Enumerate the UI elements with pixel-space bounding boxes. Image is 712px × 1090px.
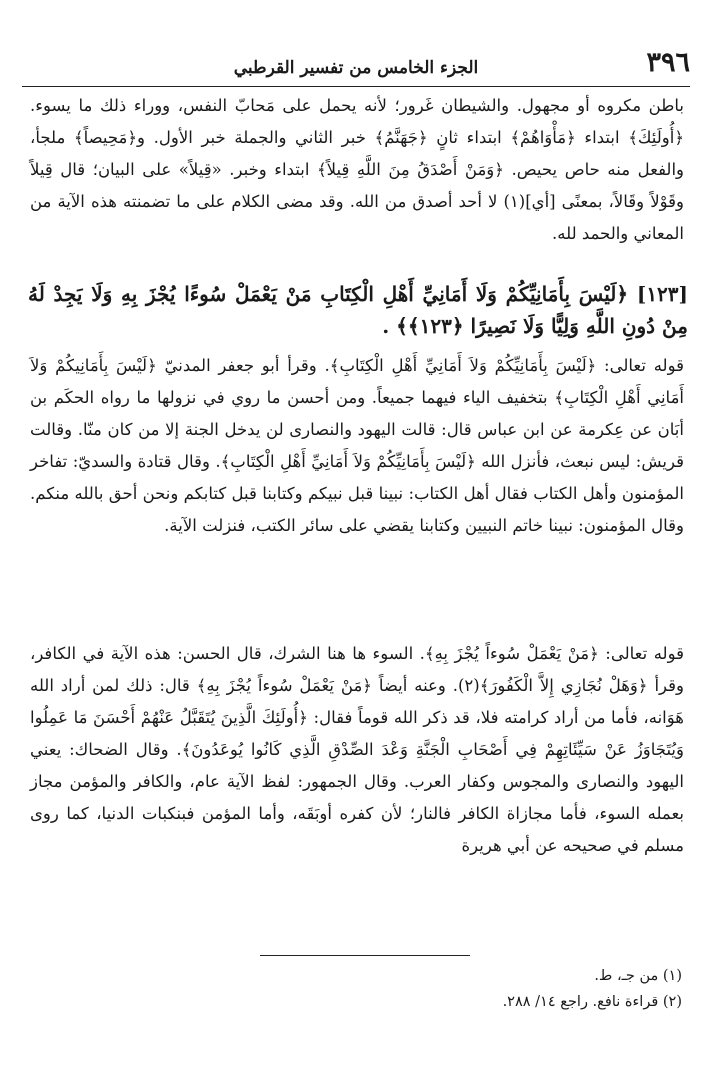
paragraph-1: باطن مكروه أو مجهول. والشيطان غَرور؛ لأنه يحمل على مَحابّ النفس، ووراء ذلك ما يسوء. ﴿أُولَئِكَ﴾ ابتداء ﴿مَأْوَاهُمْ﴾ ابتداء ثانٍ ﴿جَهَنَّمُ﴾ خبر الثاني والجملة خبر الأول. و﴿مَحِيصاً﴾ ملجأ، والفعل منه حاص يحيص. ﴿وَمَنْ أَصْدَقُ مِنَ اللَّهِ قِيلاً﴾ ابتداء وخبر. «قِيلاً» على البيان؛ قال قِيلاً وقَوْلاً وقَالاً، بمعنًى [أي](١) لا أحد أصدق من الله. وقد مضى الكلام على ما تضمنته هذه الآية من المعاني والحمد لله. bbox=[30, 96, 684, 243]
footnote-1: (١) من جـ، ط. bbox=[594, 968, 682, 984]
page-number: ٣٩٦ bbox=[646, 47, 690, 78]
paragraph-3: قوله تعالى: ﴿مَنْ يَعْمَلْ سُوءاً يُجْزَ بِهِ﴾. السوء ها هنا الشرك، قال الحسن: هذه الآية في الكافر، وقرأ ﴿وَهَلْ نُجَازِي إِلاَّ الْكَفُورَ﴾(٢). وعنه أيضاً ﴿مَنْ يَعْمَلْ سُوءاً يُجْزَ بِهِ﴾ قال: ذلك لمن أراد الله هَوَانه، فأما من أراد كرامته فلا، قد ذكر الله قوماً فقال: ﴿أُولَئِكَ الَّذِينَ يُتَقَبَّلُ عَنْهُمْ أَحْسَنَ مَا عَمِلُوا وَيُتَجَاوَزُ عَنْ سَيِّئَاتِهِمْ فِي أَصْحَابِ الْجَنَّةِ وَعْدَ الصِّدْقِ الَّذِي كَانُوا يُوعَدُونَ﴾. وقال الضحاك: يعني اليهود والنصارى والمجوس وكفار العرب. وقال الجمهور: لفظ الآية عام، والكافر والمؤمن مجاز بعمله السوء، فأما مجازاة الكافر فالنار؛ لأن كفره أوبَقَه، وأما المؤمن فبنكبات الدنيا، كما روى مسلم في صحيحه عن أبي هريرة bbox=[30, 644, 684, 855]
paragraph-2: قوله تعالى: ﴿لَيْسَ بِأَمَانِيِّكُمْ وَلاَ أَمَانِيِّ أَهْلِ الْكِتَابِ﴾. وقرأ أبو جعفر المدنيّ ﴿لَيْسَ بِأَمَانِيكُمْ وَلاَ أَمَانِي أَهْلِ الْكِتَابِ﴾ بتخفيف الياء فيهما جميعاً. ومن أحسن ما روي في نزولها ما رواه الحكَم بن أبَان عن عِكرمة عن ابن عباس قال: قالت اليهود والنصارى لن يدخل الجنة إلا من كان منّا. وقالت قريش: ليس نبعث، فأنزل الله ﴿لَيْسَ بِأَمَانِيِّكُمْ وَلاَ أَمَانِيِّ أَهْلِ الْكِتَابِ﴾. وقال قتادة والسديّ: تفاخر المؤمنون وأهل الكتاب فقال أهل الكتاب: نبينا قبل نبيكم وكتابنا قبل كتابكم ونحن أحق بالله منكم. وقال المؤمنون: نبينا خاتم النبيين وكتابنا يقضي على سائر الكتب، فنزلت الآية. bbox=[30, 356, 684, 535]
verse-text: ﴿لَيْسَ بِأَمَانِيِّكُمْ وَلَا أَمَانِيِّ أَهْلِ الْكِتَابِ مَنْ يَعْمَلْ سُوءًا يُجْزَ بِهِ وَلَا يَجِدْ لَهُ مِنْ دُونِ اللَّهِ وَلِيًّا وَلَا نَصِيرًا ﴿١٢٣﴾﴾ . bbox=[28, 282, 688, 338]
running-title: الجزء الخامس من تفسير القرطبي bbox=[233, 58, 479, 78]
verse-block bbox=[28, 278, 688, 342]
page-header bbox=[22, 46, 690, 87]
verse-number: [١٢٣] bbox=[636, 282, 689, 306]
footnote-divider bbox=[260, 955, 470, 956]
footnote-2: (٢) قراءة نافع. راجع ١٤/ ٢٨٨. bbox=[502, 994, 682, 1010]
footnotes bbox=[30, 963, 682, 1015]
